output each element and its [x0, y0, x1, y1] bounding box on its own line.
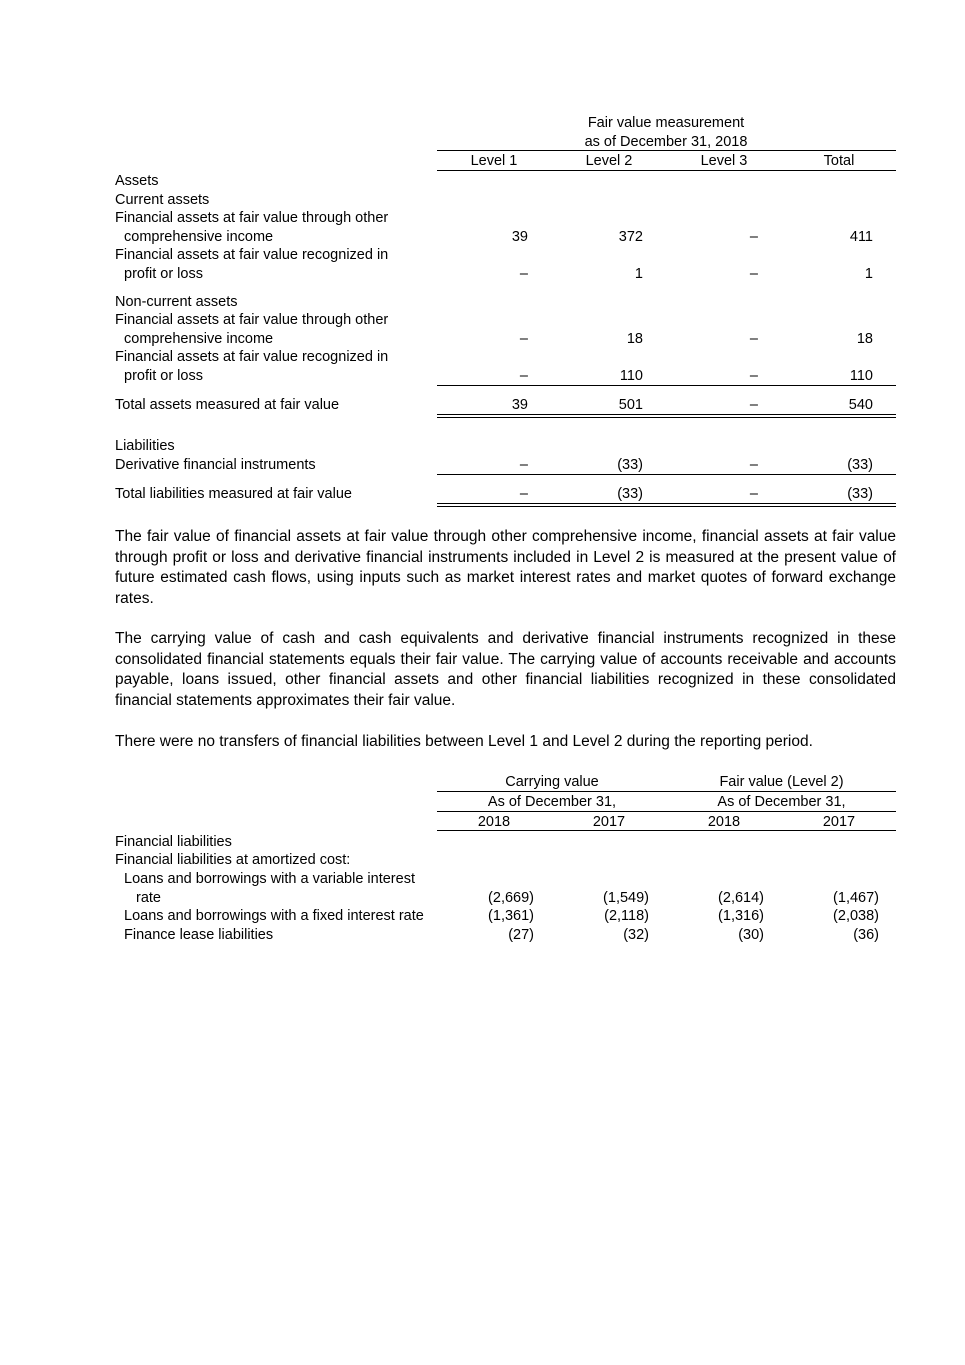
cell-carrying-2018: (1,361): [488, 908, 534, 924]
row-label: profit or loss: [124, 368, 203, 384]
financial-liabilities-heading: Financial liabilities: [115, 834, 232, 850]
cell-total: 110: [849, 368, 873, 384]
liabilities-heading: Liabilities: [115, 438, 175, 454]
divider: [437, 170, 896, 171]
cell-level-1: –: [519, 457, 528, 473]
cell-level-3: –: [749, 457, 758, 473]
row-label: Financial assets at fair value recognized in: [115, 247, 389, 263]
column-header-level-1: Level 1: [470, 153, 518, 169]
divider: [437, 150, 896, 151]
year-header-2018: 2018: [477, 814, 511, 830]
subheader-as-of: As of December 31,: [717, 794, 846, 810]
paragraph-level2-measurement: The fair value of financial assets at fair value through other comprehensive income, financial assets at fair value through profit or loss and derivative financial instruments included in Level 2 is measured at the present value of future estimated cash flows, using inputs such as market interest rates and market quotes of forward exchange rates.: [115, 528, 896, 607]
row-label: comprehensive income: [124, 331, 274, 347]
cell-level-1: 39: [511, 229, 528, 245]
cell-fair-2018: (1,316): [718, 908, 764, 924]
year-header-2018: 2018: [707, 814, 741, 830]
row-label: Loans and borrowings with a variable interest: [124, 871, 415, 887]
divider: [437, 474, 896, 475]
row-label: rate: [136, 890, 161, 906]
total-liabilities-label: Total liabilities measured at fair value: [115, 486, 352, 502]
group-header-carrying-value: Carrying value: [505, 774, 599, 790]
cell-total: 540: [848, 397, 873, 413]
cell-level-1: –: [519, 486, 528, 502]
cell-level-1: –: [519, 368, 528, 384]
assets-heading: Assets: [115, 173, 159, 189]
divider: [437, 830, 896, 831]
double-underline: [437, 417, 896, 418]
cell-level-3: –: [749, 397, 758, 413]
current-assets-heading: Current assets: [115, 192, 210, 208]
column-header-level-3: Level 3: [700, 153, 748, 169]
cell-level-2: 1: [634, 266, 643, 282]
row-label: Derivative financial instruments: [115, 457, 316, 473]
table1-header-title-line1: Fair value measurement: [587, 115, 745, 131]
cell-level-1: 39: [511, 397, 528, 413]
cell-level-2: 372: [618, 229, 643, 245]
cell-carrying-2017: (32): [623, 927, 649, 943]
non-current-assets-heading: Non-current assets: [115, 294, 238, 310]
row-label: comprehensive income: [124, 229, 274, 245]
row-label: profit or loss: [124, 266, 203, 282]
row-label: Financial assets at fair value through other: [115, 312, 389, 328]
double-underline: [437, 414, 896, 415]
cell-level-2: (33): [617, 486, 643, 502]
cell-fair-2017: (2,038): [833, 908, 879, 924]
column-header-total: Total: [823, 153, 855, 169]
cell-level-1: –: [519, 331, 528, 347]
cell-total: 1: [864, 266, 873, 282]
group-header-fair-value: Fair value (Level 2): [719, 774, 844, 790]
total-assets-label: Total assets measured at fair value: [115, 397, 340, 413]
cell-total: 411: [849, 229, 873, 245]
cell-carrying-2018: (2,669): [488, 890, 534, 906]
cell-total: (33): [847, 457, 873, 473]
cell-level-1: –: [519, 266, 528, 282]
cell-fair-2018: (2,614): [718, 890, 764, 906]
cell-carrying-2018: (27): [508, 927, 534, 943]
cell-level-2: 501: [618, 397, 643, 413]
cell-fair-2017: (1,467): [833, 890, 879, 906]
cell-level-3: –: [749, 368, 758, 384]
cell-total: (33): [847, 486, 873, 502]
cell-level-2: 18: [626, 331, 643, 347]
divider: [437, 385, 896, 386]
cell-carrying-2017: (1,549): [603, 890, 649, 906]
divider: [437, 811, 896, 812]
cell-fair-2017: (36): [853, 927, 879, 943]
row-label: Loans and borrowings with a fixed interest rate: [124, 908, 424, 924]
cell-fair-2018: (30): [738, 927, 764, 943]
paragraph-carrying-value: The carrying value of cash and cash equivalents and derivative financial instruments recognized in these consolidated financial statements equals their fair value. The carrying value of accounts receivable and accounts payable, loans issued, other financial assets and other financial liabilities recognized in these consolidated financial statements approximates their fair value.: [115, 630, 896, 709]
cell-level-3: –: [749, 266, 758, 282]
double-underline: [437, 506, 896, 507]
year-header-2017: 2017: [592, 814, 626, 830]
cell-level-3: –: [749, 486, 758, 502]
divider: [437, 791, 896, 792]
row-label: Financial assets at fair value through other: [115, 210, 389, 226]
row-label: Financial assets at fair value recognized in: [115, 349, 389, 365]
year-header-2017: 2017: [822, 814, 856, 830]
double-underline: [437, 503, 896, 504]
cell-level-2: 110: [619, 368, 643, 384]
cell-level-2: (33): [617, 457, 643, 473]
subheader-as-of: As of December 31,: [487, 794, 617, 810]
column-header-level-2: Level 2: [585, 153, 633, 169]
paragraph-no-transfers: There were no transfers of financial liabilities between Level 1 and Level 2 during the reporting period.: [115, 733, 813, 750]
amortized-cost-subheading: Financial liabilities at amortized cost:: [115, 852, 351, 868]
cell-total: 18: [856, 331, 873, 347]
row-label: Finance lease liabilities: [124, 927, 274, 943]
cell-level-3: –: [749, 229, 758, 245]
table1-header-title-line2: as of December 31, 2018: [584, 134, 748, 150]
cell-level-3: –: [749, 331, 758, 347]
cell-carrying-2017: (2,118): [604, 908, 649, 924]
